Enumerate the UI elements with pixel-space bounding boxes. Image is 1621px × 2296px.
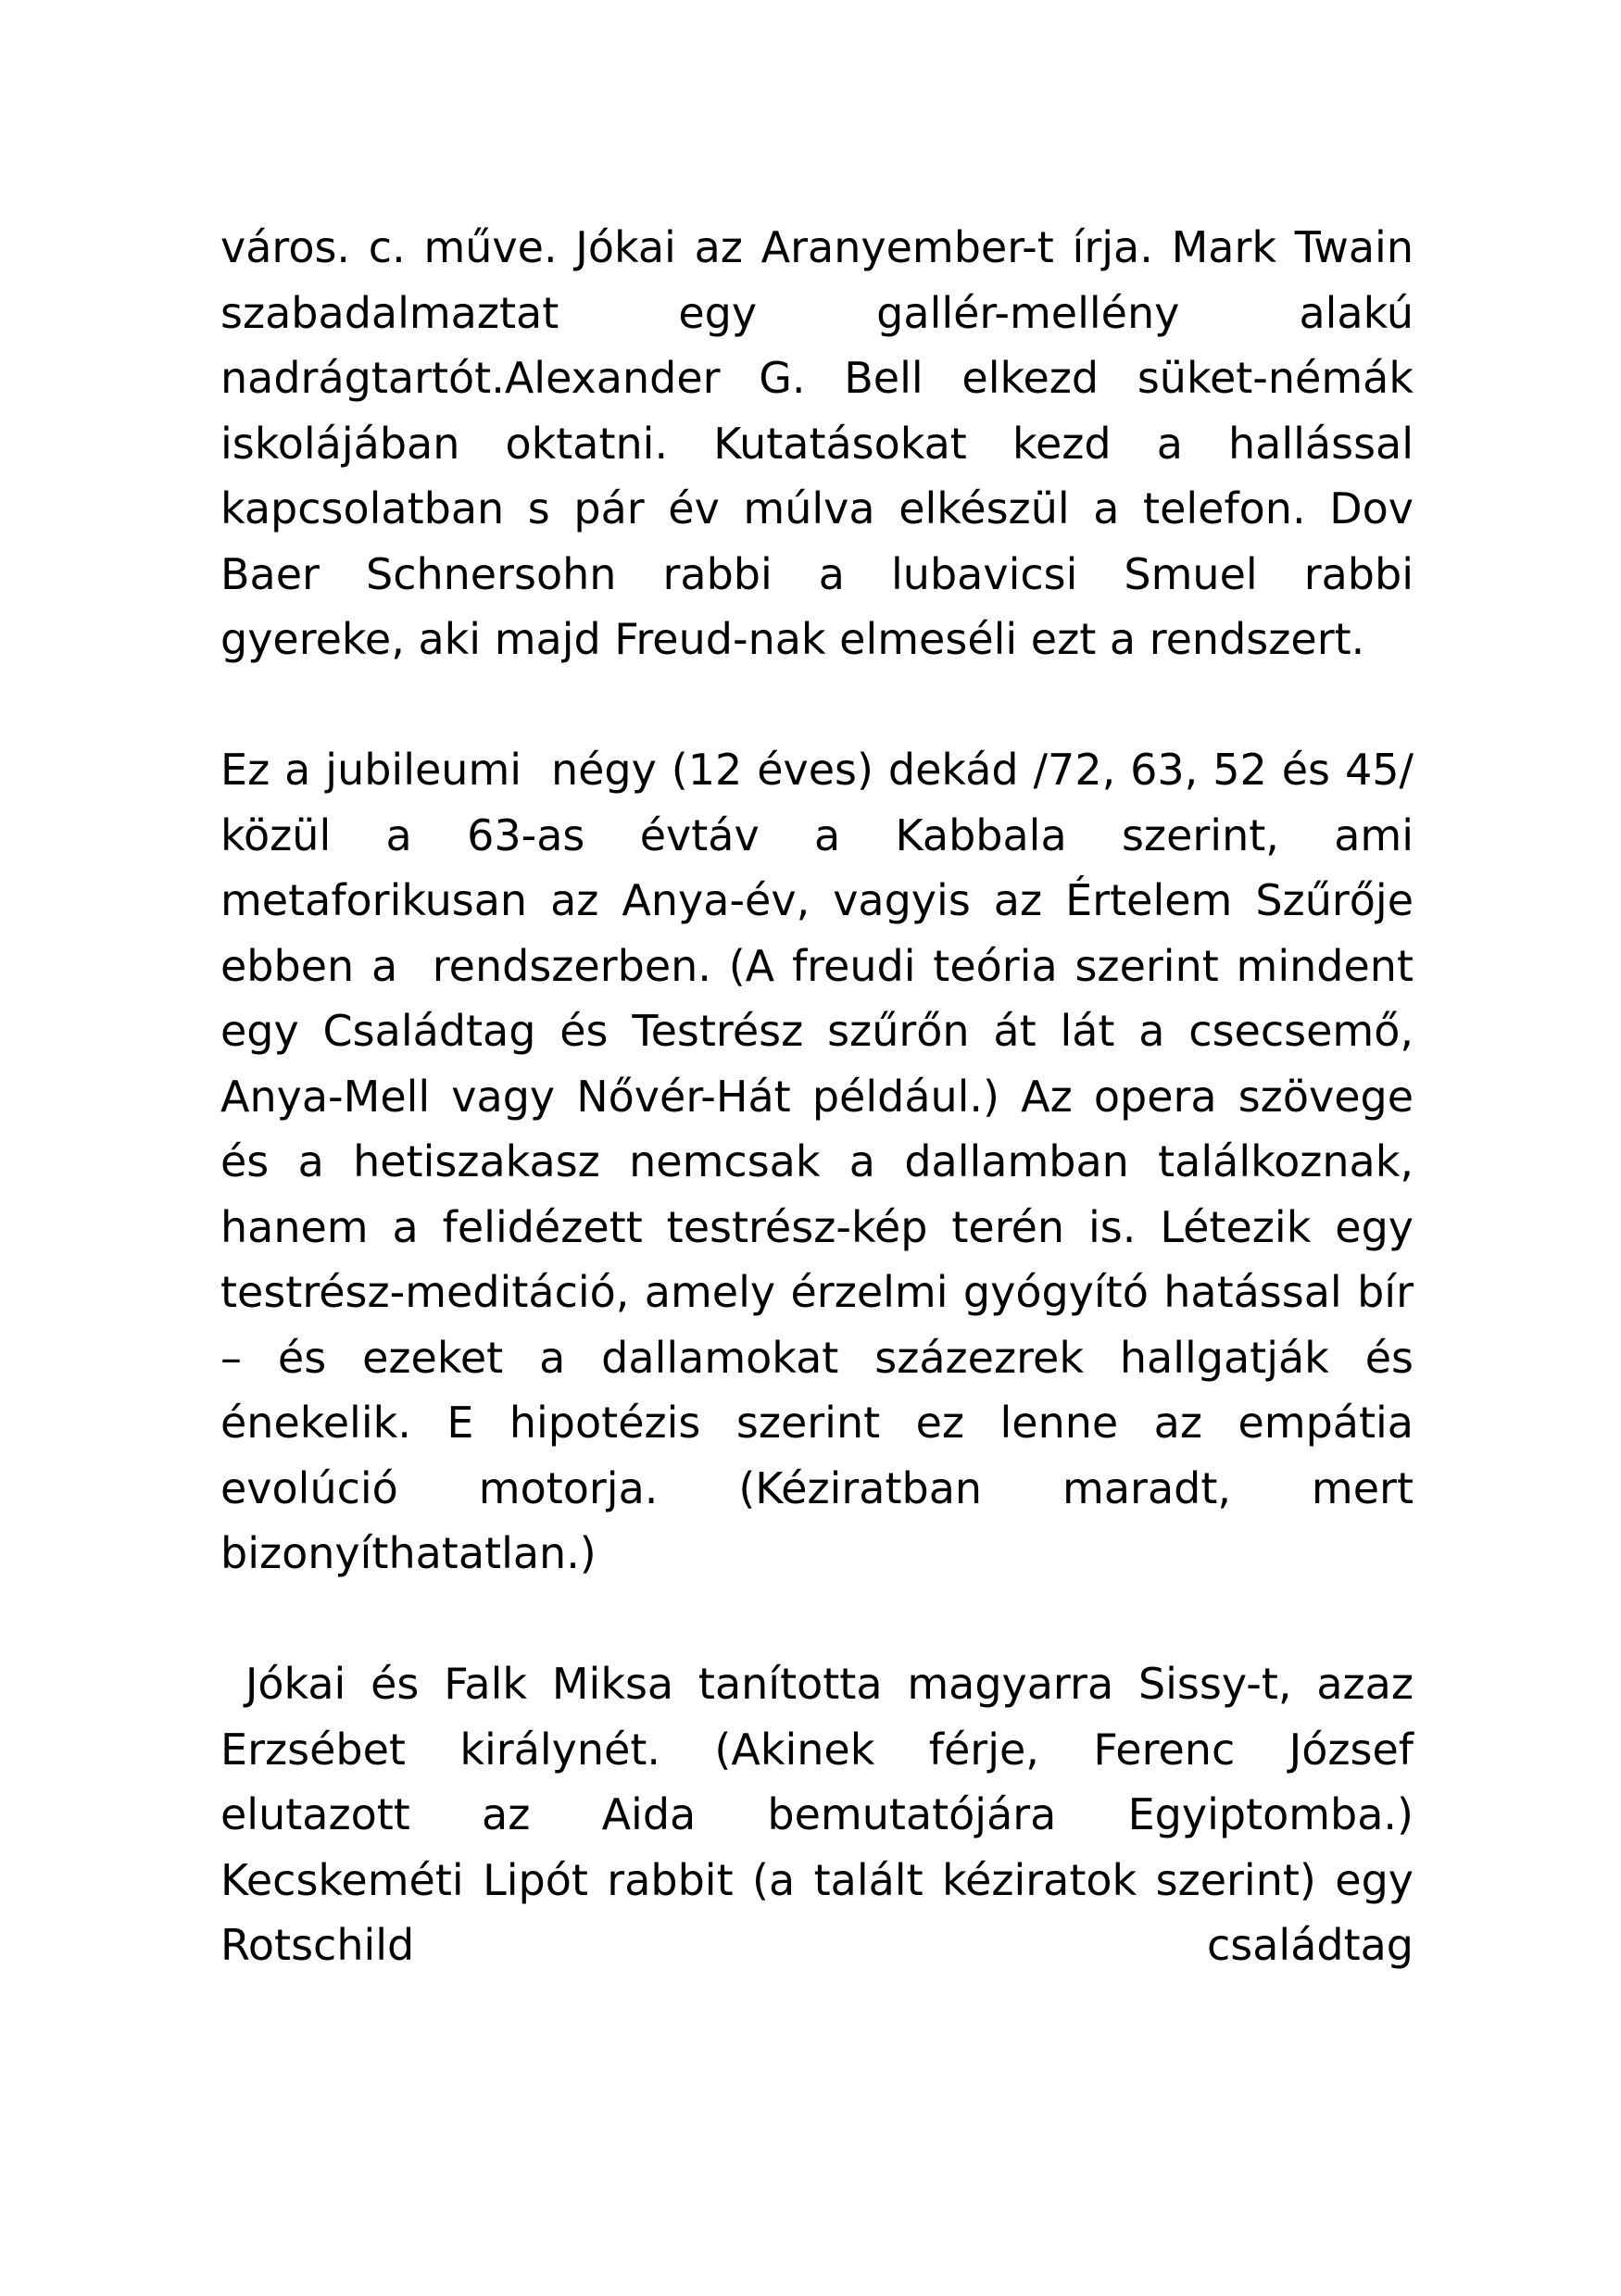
document-page — [220, 215, 1427, 1978]
paragraph-1: város. c. műve. Jókai az Aranyember-t írja. Mark Twain szabadalmaztat egy gallér-mellény alakú nadrágtartót.Alexander G. Bell elkezd süket-némák iskolájában oktatni. Kutatásokat kezd a hallással kapcsolatban s pár év múlva elkészül a telefon. Dov Baer Schnersohn rabbi a lubavicsi Smuel rabbi gyereke, aki majd Freud-nak elmeséli ezt a rendszert. — [220, 222, 1427, 664]
paragraph-2: Ez a jubileumi négy (12 éves) dekád /72, 63, 52 és 45/ közül a 63-as évtáv a Kabbala szerint, ami metaforikusan az Anya-év, vagyis az Értelem Szűrője ebben a rendszerben. (A freudi teória szerint mindent egy Családtag és Testrész szűrőn át lát a csecsemő, Anya-Mell vagy Nővér-Hát például.) Az opera szövege és a hetiszakasz nemcsak a dallamban találkoznak, hanem a felidézett testrész-kép terén is. Létezik egy testrész-meditáció, amely érzelmi gyógyító hatással bír – és ezeket a dallamokat százezrek hallgatják és énekelik. E hipotézis szerint ez lenne az empátia evolúció motorja. (Kéziratban maradt, mert bizonyíthatatlan.) — [220, 745, 1427, 1578]
paragraph-3: Jókai és Falk Miksa tanította magyarra Sissy-t, azaz Erzsébet királynét. (Akinek férje, Ferenc József elutazott az Aida bemutatójára Egyiptomba.) Kecskeméti Lipót rabbit (a talált kéziratok szerint) egy Rotschild családtag — [220, 1659, 1427, 1970]
